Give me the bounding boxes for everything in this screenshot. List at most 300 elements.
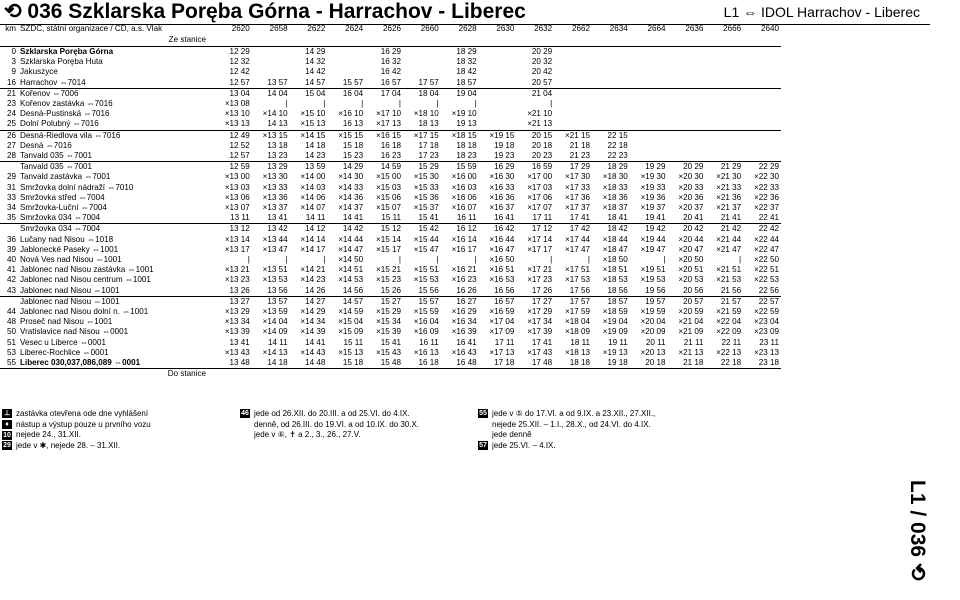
departure-time: ×13 03	[224, 182, 250, 192]
departure-time	[705, 99, 743, 109]
departure-time: ×15 15	[327, 130, 365, 141]
departure-time: 18 42	[456, 67, 477, 77]
empty-cell	[516, 369, 554, 380]
legend-symbol-icon: 55	[479, 410, 487, 418]
empty-cell	[479, 369, 517, 380]
departure-time: ×15 29	[376, 307, 401, 317]
departure-time: ×21 37	[716, 203, 742, 213]
departure-time	[554, 67, 592, 77]
departure-time: |	[436, 99, 439, 109]
departure-time: 17 42	[554, 224, 592, 235]
departure-time: 17 11	[494, 337, 515, 347]
departure-time: 15 26	[380, 285, 401, 295]
departure-time: 21 04	[516, 88, 554, 99]
departure-time: ×21 51	[716, 265, 742, 275]
station-row	[0, 245, 781, 255]
departure-time: ×18 50	[602, 255, 628, 265]
empty-cell	[365, 35, 403, 47]
departure-time: ×14 39	[300, 327, 326, 337]
departure-time: 18 42	[592, 224, 630, 235]
departure-time: ×19 10	[451, 109, 477, 119]
departure-time: 22 15	[592, 130, 630, 141]
departure-time: ×15 53	[413, 275, 439, 285]
departure-time: 13 27	[214, 296, 252, 307]
departure-time	[743, 109, 781, 119]
departure-time: ×20 53	[678, 275, 704, 285]
station-name: Jablonec nad Nisou zastávka ⇔1001	[20, 265, 154, 275]
departure-time	[403, 57, 441, 67]
departure-time: ×13 14	[224, 234, 250, 244]
empty-cell	[252, 369, 290, 380]
departure-time: 16 41	[456, 337, 477, 347]
km-value: 43	[6, 285, 16, 295]
departure-time: ×20 36	[678, 192, 704, 202]
departure-time: 17 41	[569, 213, 590, 223]
departure-time: 17 18	[494, 358, 515, 368]
departure-time: 16 59	[516, 162, 554, 173]
from-station-row	[0, 35, 781, 47]
departure-time: 23 18	[758, 358, 779, 368]
departure-time: ×20 59	[678, 307, 704, 317]
departure-time: 14 56	[342, 285, 364, 295]
departure-time: ×21 59	[716, 307, 742, 317]
departure-time: ×16 33	[489, 182, 515, 192]
departure-time: 13 48	[229, 358, 250, 368]
empty-cell	[365, 369, 403, 380]
departure-time: 20 15	[516, 130, 554, 141]
legend-item	[2, 441, 120, 452]
departure-time: 14 27	[290, 296, 328, 307]
empty-cell	[592, 35, 630, 47]
departure-time: 21 18	[683, 358, 704, 368]
departure-time: ×20 47	[678, 244, 704, 254]
departure-time: ×16 50	[489, 255, 515, 265]
departure-time	[403, 67, 441, 77]
departure-time	[554, 119, 592, 130]
departure-time: ×18 09	[564, 327, 590, 337]
station-name: Jakuszyce	[20, 67, 58, 77]
departure-time	[743, 78, 781, 89]
departure-time: 13 57	[267, 77, 288, 87]
departure-time: ×15 47	[413, 244, 439, 254]
departure-time: 21 23	[569, 151, 590, 161]
departure-time: 14 18	[305, 140, 326, 150]
departure-time: 19 18	[607, 358, 628, 368]
departure-time: ×22 59	[753, 307, 779, 317]
km-value	[0, 296, 18, 307]
departure-time: 15 27	[365, 296, 403, 307]
station-name: Liberec-Rochlice ⇔0001	[20, 347, 109, 357]
departure-time: 16 42	[380, 67, 401, 77]
departure-time: ×17 21	[527, 265, 553, 275]
departure-time: 13 12	[214, 224, 252, 235]
departure-time: 21 29	[705, 162, 743, 173]
departure-time: ×13 07	[224, 203, 250, 213]
km-value: 40	[6, 255, 16, 265]
departure-time	[479, 67, 517, 77]
station-name: Nová Ves nad Nisou ⇔1001	[20, 255, 122, 265]
departure-time: ×22 50	[753, 255, 779, 265]
station-name: Harrachov ⇔7014	[20, 77, 86, 87]
departure-time: 22 18	[607, 140, 628, 150]
departure-time: ×15 00	[376, 172, 401, 182]
empty-cell	[630, 35, 668, 47]
departure-time: ×15 04	[338, 317, 364, 327]
departure-time	[252, 47, 290, 58]
departure-time: ×19 33	[640, 182, 666, 192]
departure-time: |	[285, 99, 288, 109]
departure-time: 12 52	[229, 140, 250, 150]
station-name: Desná ⇔7016	[20, 140, 72, 150]
departure-time: 17 23	[418, 151, 439, 161]
departure-time: 20 42	[668, 224, 706, 235]
departure-time: ×15 30	[413, 172, 439, 182]
departure-time: ×14 09	[262, 327, 288, 337]
departure-time	[743, 88, 781, 99]
departure-time: 15 11	[381, 213, 401, 223]
departure-time: ×15 44	[413, 234, 439, 244]
departure-time: 15 41	[380, 337, 401, 347]
departure-time: 18 29	[592, 162, 630, 173]
departure-time: ×13 29	[224, 307, 250, 317]
departure-time: ×23 13	[753, 347, 779, 357]
departure-time: ×20 30	[678, 172, 704, 182]
departure-time	[554, 99, 592, 109]
legend-item	[240, 420, 419, 431]
empty-cell	[441, 369, 479, 380]
station-name: Kořenov ⇔7006	[18, 88, 214, 99]
departure-time	[705, 47, 743, 58]
departure-time: |	[474, 255, 477, 265]
departure-time: ×14 23	[300, 275, 326, 285]
departure-time: 17 26	[531, 285, 553, 295]
departure-time: ×16 30	[489, 172, 515, 182]
departure-time: |	[587, 255, 590, 265]
departure-time: ×17 15	[403, 130, 441, 141]
km-value: 33	[6, 192, 16, 202]
departure-time: ×18 44	[602, 234, 628, 244]
departure-time: 22 11	[721, 337, 742, 347]
departure-time: ×13 06	[224, 192, 250, 202]
departure-time: 14 57	[327, 296, 365, 307]
departure-time: 14 26	[305, 285, 326, 295]
departure-time	[705, 88, 743, 99]
departure-time: ×22 04	[716, 317, 742, 327]
departure-time: ×18 53	[602, 275, 628, 285]
departure-time: ×13 08	[224, 99, 250, 109]
train-number: 2640	[760, 24, 779, 34]
departure-time: ×16 03	[451, 182, 477, 192]
km-value: 55	[6, 358, 16, 368]
departure-time: 16 23	[380, 151, 401, 161]
departure-time: ×18 37	[602, 203, 628, 213]
departure-time	[743, 151, 781, 162]
station-name: Jablonec nad Nisou centrum ⇔1001	[20, 275, 151, 285]
departure-time	[592, 109, 630, 119]
km-value: 21	[0, 88, 18, 99]
km-value: 31	[6, 182, 16, 192]
departure-time: ×15 17	[376, 244, 401, 254]
station-row	[0, 172, 781, 182]
departure-time: 20 29	[516, 47, 554, 58]
legend-symbol-icon: 46	[241, 410, 249, 418]
to-station-label: Do stanice	[18, 369, 214, 380]
departure-time: ×19 30	[640, 172, 666, 182]
departure-time: 18 18	[456, 140, 477, 150]
empty-cell	[668, 369, 706, 380]
departure-time: 15 12	[365, 224, 403, 235]
km-value: 23	[6, 99, 16, 109]
departure-time: ×18 04	[564, 317, 590, 327]
departure-time: ×15 51	[413, 265, 439, 275]
legend-item	[478, 409, 655, 420]
departure-time: ×16 53	[489, 275, 515, 285]
km-value: 28	[6, 151, 16, 161]
departure-time: ×16 14	[451, 234, 477, 244]
departure-time: 17 11	[532, 213, 553, 223]
departure-time: ×20 09	[640, 327, 666, 337]
departure-time: |	[361, 99, 364, 109]
train-number: 2636	[685, 24, 704, 34]
departure-time: ×17 43	[527, 347, 553, 357]
departure-time: ×15 14	[376, 234, 401, 244]
departure-time: |	[474, 99, 477, 109]
departure-time	[592, 67, 630, 77]
departure-time: ×19 36	[640, 192, 666, 202]
departure-time	[592, 88, 630, 99]
departure-time: 16 29	[365, 47, 403, 58]
station-row	[0, 141, 781, 151]
departure-time: 20 29	[668, 162, 706, 173]
line-subtitle: L1 ⇔ IDOL Harrachov - Liberec	[723, 4, 920, 20]
departure-time: 16 57	[380, 77, 401, 87]
departure-time	[705, 78, 743, 89]
departure-time: ×21 36	[716, 192, 742, 202]
station-row	[0, 99, 781, 109]
empty-cell	[554, 369, 592, 380]
departure-time: 18 57	[456, 77, 477, 87]
departure-time	[743, 130, 781, 141]
departure-time: 13 41	[229, 337, 250, 347]
departure-time: 16 11	[456, 213, 477, 223]
departure-time: ×14 07	[300, 203, 326, 213]
departure-time: 18 18	[569, 358, 590, 368]
km-value: 27	[6, 140, 16, 150]
departure-time	[554, 88, 592, 99]
departure-time: 16 27	[441, 296, 479, 307]
departure-time: 14 42	[327, 224, 365, 235]
departure-time: 14 32	[305, 57, 326, 67]
departure-time: 15 56	[418, 285, 439, 295]
station-row	[0, 338, 781, 348]
departure-time: 12 59	[214, 162, 252, 173]
departure-time: ×15 09	[338, 327, 364, 337]
departure-time: 15 18	[342, 358, 364, 368]
departure-time: 16 18	[380, 140, 401, 150]
departure-time: 21 56	[720, 285, 742, 295]
departure-time: ×19 51	[640, 265, 666, 275]
departure-time: ×19 04	[602, 317, 628, 327]
departure-time: 15 48	[380, 358, 401, 368]
km-value: 34	[6, 203, 16, 213]
departure-time: ×14 44	[338, 234, 364, 244]
departure-time	[630, 88, 668, 99]
departure-time: ×17 09	[489, 327, 515, 337]
station-name: Vratislavice nad Nisou ⇔0001	[20, 327, 129, 337]
departure-time: ×22 47	[753, 244, 779, 254]
departure-time: 19 11	[608, 337, 628, 347]
empty-cell	[403, 35, 441, 47]
departure-time	[668, 109, 706, 119]
empty-cell	[290, 369, 328, 380]
departure-time	[327, 67, 365, 77]
legend-symbol-icon	[240, 420, 250, 429]
empty-cell	[403, 369, 441, 380]
departure-time: ×14 33	[338, 182, 364, 192]
departure-time: ×14 37	[338, 203, 364, 213]
station-name: Tanvald 035 ⇔7001	[18, 162, 214, 173]
departure-time: ×14 29	[300, 307, 326, 317]
departure-time: ×14 30	[338, 172, 364, 182]
train-number: 2664	[647, 24, 666, 34]
departure-time: ×21 13	[527, 119, 553, 129]
train-number: 2620	[231, 24, 250, 34]
station-name: Jablonecké Paseky ⇔1001	[20, 244, 119, 254]
departure-time: ×16 43	[451, 347, 477, 357]
empty-cell	[214, 35, 252, 47]
km-value	[0, 162, 18, 173]
departure-time: 19 42	[630, 224, 668, 235]
station-row	[0, 119, 781, 130]
departure-time: 20 57	[668, 296, 706, 307]
departure-time: ×22 33	[753, 182, 779, 192]
departure-time: 13 04	[214, 88, 252, 99]
departure-time: 12 57	[229, 77, 250, 87]
departure-time: ×14 17	[300, 244, 326, 254]
departure-time: 13 26	[229, 285, 250, 295]
departure-time	[252, 57, 290, 67]
departure-time: ×21 44	[716, 234, 742, 244]
departure-time: 16 56	[494, 285, 515, 295]
departure-time: 20 57	[531, 77, 553, 87]
departure-time: 19 23	[494, 151, 515, 161]
km-value: 29	[6, 172, 16, 182]
departure-time: ×15 03	[376, 182, 401, 192]
departure-time: ×15 13	[300, 119, 326, 129]
departure-time	[630, 78, 668, 89]
station-name: Liberec 030,037,086,089 ⇔0001	[20, 358, 141, 368]
departure-time: ×16 34	[451, 317, 477, 327]
departure-time: 16 04	[327, 88, 365, 99]
operator-header: SŽDC, státní organizace / ČD, a.s. Vlak	[20, 24, 163, 34]
departure-time: ×21 10	[527, 109, 553, 119]
departure-time: ×16 04	[413, 317, 439, 327]
departure-time: 14 59	[365, 162, 403, 173]
departure-time: 16 42	[479, 224, 517, 235]
departure-time: 14 04	[252, 88, 290, 99]
departure-time: 17 57	[418, 77, 439, 87]
departure-time: 15 57	[403, 296, 441, 307]
legend-text: jede denně	[492, 430, 532, 440]
departure-time: 15 41	[418, 213, 439, 223]
legend-text: jede v ⑥, ✝ a 2., 3., 26., 27.V.	[254, 430, 361, 440]
empty-cell	[743, 369, 781, 380]
train-number: 2634	[609, 24, 628, 34]
train-number: 2662	[571, 24, 590, 34]
departure-time: ×16 23	[451, 275, 477, 285]
departure-time	[252, 67, 290, 77]
departure-time: ×18 59	[602, 307, 628, 317]
departure-time: ×21 09	[678, 327, 704, 337]
empty-cell	[327, 369, 365, 380]
station-name: Jablonec nad Nisou ⇔1001	[20, 285, 120, 295]
station-row	[0, 109, 781, 119]
km-value: 24	[6, 109, 16, 119]
departure-time	[592, 47, 630, 58]
departure-time: ×17 39	[527, 327, 553, 337]
departure-time: ×13 51	[262, 265, 288, 275]
departure-time: 13 41	[267, 213, 288, 223]
departure-time: 13 18	[267, 140, 288, 150]
departure-time: 20 32	[531, 57, 553, 67]
empty-cell	[214, 369, 252, 380]
departure-time	[554, 47, 592, 58]
legend-item	[478, 441, 556, 452]
departure-time	[668, 47, 706, 58]
station-row	[0, 348, 781, 358]
departure-time: 19 41	[645, 213, 666, 223]
departure-time	[554, 109, 592, 119]
station-row	[0, 235, 781, 245]
station-row	[0, 130, 781, 141]
departure-time: 22 41	[758, 213, 779, 223]
station-name: Lučany nad Nisou ⇔1018	[20, 234, 114, 244]
departure-time: ×16 06	[451, 192, 477, 202]
departure-time: 20 56	[683, 285, 704, 295]
departure-time: ×21 47	[716, 244, 742, 254]
station-name: Szklarska Poręba Górna	[18, 47, 214, 58]
departure-time	[743, 47, 781, 58]
departure-time: ×19 47	[640, 244, 666, 254]
departure-time: 19 29	[630, 162, 668, 173]
departure-time: ×15 13	[338, 347, 364, 357]
departure-time: ×13 17	[224, 244, 250, 254]
departure-time	[592, 119, 630, 130]
departure-time: 21 42	[705, 224, 743, 235]
departure-time: |	[663, 255, 666, 265]
departure-time: ×13 59	[262, 307, 288, 317]
legend-text: zastávka otevřena ode dne vyhlášení	[16, 409, 149, 418]
departure-time: |	[550, 255, 553, 265]
departure-time	[554, 57, 592, 67]
departure-time: ×22 13	[716, 347, 742, 357]
departure-time: 13 42	[252, 224, 290, 235]
departure-time: ×18 51	[602, 265, 628, 275]
departure-time: ×16 13	[413, 347, 439, 357]
departure-time	[592, 99, 630, 109]
km-cell	[0, 35, 18, 47]
departure-time: 18 11	[570, 337, 590, 347]
departure-time: |	[285, 255, 288, 265]
departure-time: ×15 07	[376, 203, 401, 213]
departure-time: 16 12	[441, 224, 479, 235]
departure-time: ×15 59	[413, 307, 439, 317]
legend-text: jede od 26.XII. do 20.III. a od 25.VI. do 4.IX.	[254, 409, 410, 418]
departure-time: ×15 37	[413, 203, 439, 213]
departure-time: ×17 51	[564, 265, 590, 275]
empty-cell	[668, 35, 706, 47]
departure-time: ×20 50	[678, 255, 704, 265]
